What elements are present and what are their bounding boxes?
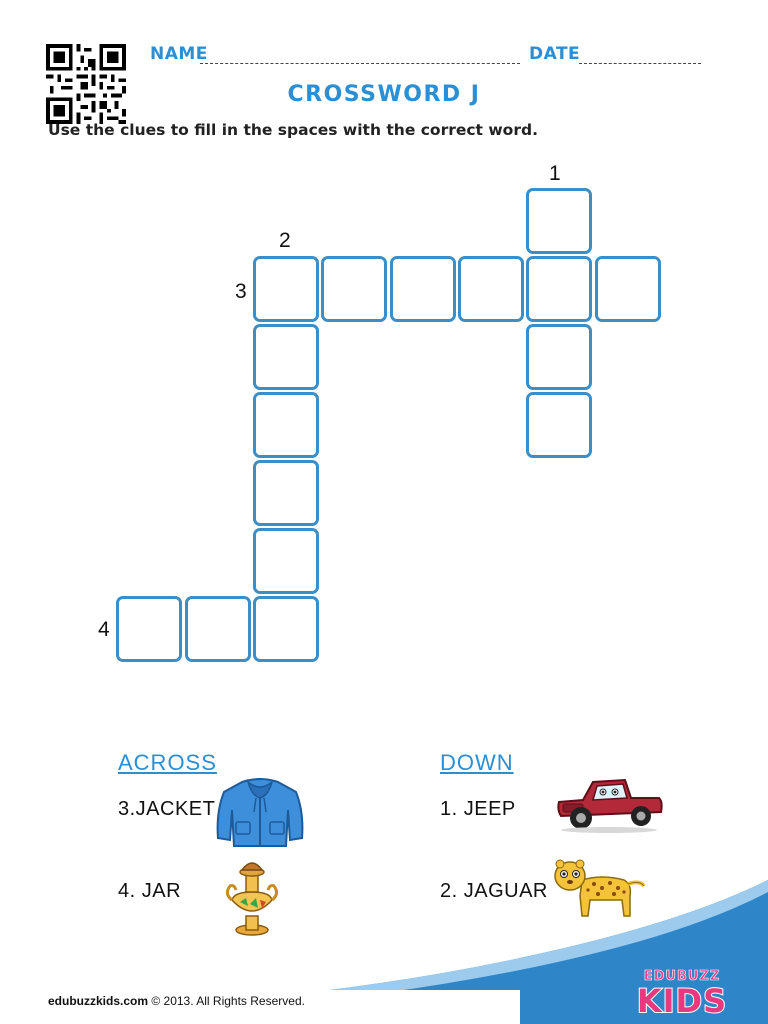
across-clue-3: 3.JACKET	[118, 798, 216, 820]
instructions-text: Use the clues to fill in the spaces with the correct word.	[48, 121, 538, 139]
crossword-cell[interactable]	[253, 392, 319, 458]
crossword-cell[interactable]	[321, 256, 387, 322]
clue-number-2: 2	[279, 229, 291, 252]
crossword-cell[interactable]	[253, 596, 319, 662]
crossword-cell[interactable]	[458, 256, 524, 322]
name-input-line[interactable]	[200, 63, 520, 64]
crossword-cell[interactable]	[526, 188, 592, 254]
down-clue-1: 1. JEEP	[440, 798, 516, 820]
clue-number-4: 4	[98, 618, 110, 641]
crossword-cell[interactable]	[253, 256, 319, 322]
crossword-cell[interactable]	[253, 528, 319, 594]
jeep-icon	[553, 772, 665, 834]
crossword-cell[interactable]	[526, 256, 592, 322]
clue-number-1: 1	[549, 162, 561, 185]
crossword-cell[interactable]	[253, 324, 319, 390]
logo-top-text: EDUBUZZ	[643, 969, 721, 984]
footer-rights: © 2013. All Rights Reserved.	[151, 994, 305, 1008]
footer-copyright	[48, 994, 305, 1008]
name-label: NAME	[150, 44, 208, 64]
crossword-cell[interactable]	[526, 392, 592, 458]
crossword-cell[interactable]	[595, 256, 661, 322]
footer-site: edubuzzkids.com	[48, 994, 149, 1008]
page-title: CROSSWORD J	[287, 82, 481, 107]
down-heading: DOWN	[440, 750, 514, 775]
crossword-cell[interactable]	[116, 596, 182, 662]
date-label: DATE	[529, 44, 581, 64]
across-clue-4: 4. JAR	[118, 880, 182, 902]
crossword-cell[interactable]	[185, 596, 251, 662]
clue-number-3: 3	[235, 280, 247, 303]
crossword-cell[interactable]	[390, 256, 456, 322]
down-clue-2: 2. JAGUAR	[440, 880, 548, 902]
jacket-icon	[212, 776, 308, 850]
date-input-line[interactable]	[579, 63, 701, 64]
logo-bottom-text: KIDS	[636, 982, 728, 1016]
across-heading: ACROSS	[118, 750, 217, 775]
crossword-cell[interactable]	[253, 460, 319, 526]
crossword-cell[interactable]	[526, 324, 592, 390]
edubuzz-kids-logo	[630, 966, 734, 1016]
